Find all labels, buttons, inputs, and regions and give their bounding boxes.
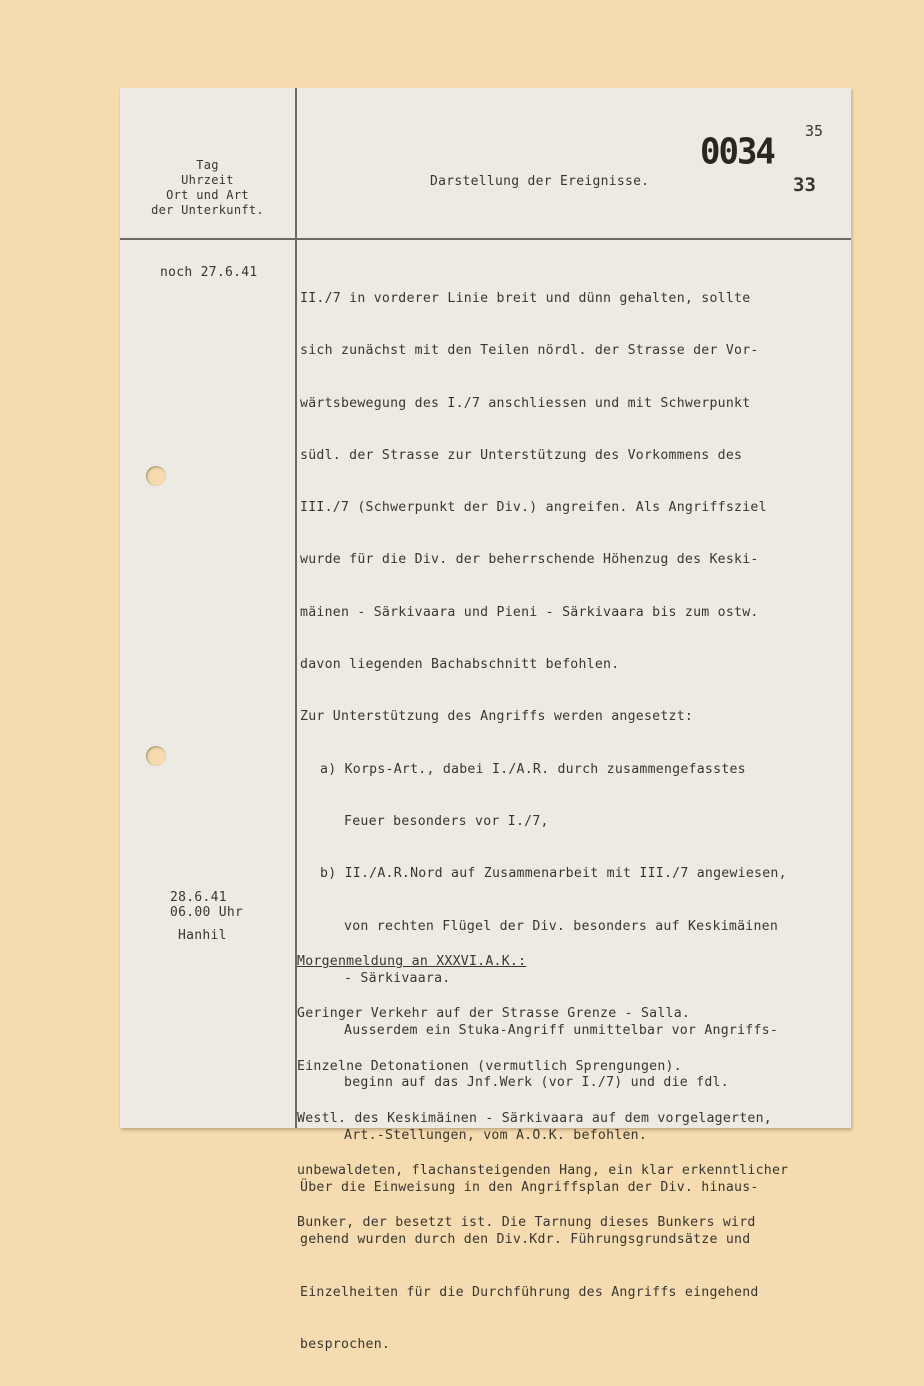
text-line: Geringer Verkehr auf der Strasse Grenze - Salla. (297, 1006, 691, 1022)
text-line: Zur Unterstützung des Angriffs werden angesetzt: (300, 709, 694, 725)
text-line: sich zunächst mit den Teilen nördl. der Strasse der Vor- (300, 343, 759, 359)
left-column-header: Tag Uhrzeit Ort und Art der Unterkunft. (151, 158, 264, 217)
text-line: davon liegenden Bachabschnitt befohlen. (300, 657, 620, 673)
text-line: wärtsbewegung des I./7 anschliessen und mit Schwerpunkt (300, 395, 751, 411)
text-line: Ausserdem ein Stuka-Angriff unmittelbar vor Angriffs- (344, 1023, 779, 1039)
text-line: Westl. des Keskimäinen - Särkivaara auf dem vorgelagerten, (297, 1110, 772, 1126)
entry-place: Hanhil (178, 928, 227, 943)
report-heading: Morgenmeldung an XXXVI.A.K.: (297, 954, 527, 969)
text-line: beginn auf das Jnf.Werk (vor I./7) und die fdl. (344, 1075, 729, 1091)
text-line: Einzelne Detonationen (vermutlich Sprengungen). (297, 1058, 682, 1074)
page-number-bottom: 33 (793, 174, 816, 196)
text-line: gehend wurden durch den Div.Kdr. Führungsgrundsätze und (300, 1232, 751, 1248)
entry-time: 06.00 Uhr (170, 905, 244, 920)
document-page (120, 88, 851, 1352)
text-line: Bunker, der besetzt ist. Die Tarnung dieses Bunkers wird (297, 1215, 756, 1231)
archive-stamp-number: 0034 (700, 131, 774, 173)
text-line: II./7 in vorderer Linie breit und dünn gehalten, sollte (300, 291, 751, 306)
page-number-top: 35 (805, 122, 824, 140)
text-line: Feuer besonders vor I./7, (344, 813, 549, 829)
text-line: besprochen. (300, 1336, 391, 1352)
text-line: südl. der Strasse zur Unterstützung des Vorkommens des (300, 447, 743, 463)
text-line: - Särkivaara. (344, 970, 451, 986)
text-line: a) Korps-Art., dabei I./A.R. durch zusammengefasstes (320, 761, 746, 777)
text-line: Art.-Stellungen, vom A.O.K. befohlen. (344, 1127, 648, 1143)
punch-hole (146, 466, 166, 486)
text-line: wurde für die Div. der beherrschende Höhenzug des Keski- (300, 552, 759, 568)
text-line: Über die Einweisung in den Angriffsplan der Div. hinaus- (300, 1180, 759, 1196)
text-line: von rechten Flügel der Div. besonders auf Keskimäinen (344, 918, 779, 934)
text-line: unbewaldeten, flachansteigenden Hang, ein klar erkenntlicher (297, 1163, 789, 1179)
entry-date: noch 27.6.41 (160, 265, 258, 280)
text-line: III./7 (Schwerpunkt der Div.) angreifen. Als Angriffsziel (300, 500, 767, 516)
text-line: mäinen - Särkivaara und Pieni - Särkivaara bis zum ostw. (300, 604, 759, 620)
header-divider (120, 238, 851, 240)
punch-hole (146, 746, 166, 766)
text-line: b) II./A.R.Nord auf Zusammenarbeit mit III./7 angewiesen, (320, 866, 787, 882)
right-column-header: Darstellung der Ereignisse. (430, 174, 650, 189)
entry-text (297, 921, 788, 1265)
text-line: Einzelheiten für die Durchführung des Angriffs eingehend (300, 1284, 759, 1300)
entry-date: 28.6.41 (170, 890, 227, 905)
